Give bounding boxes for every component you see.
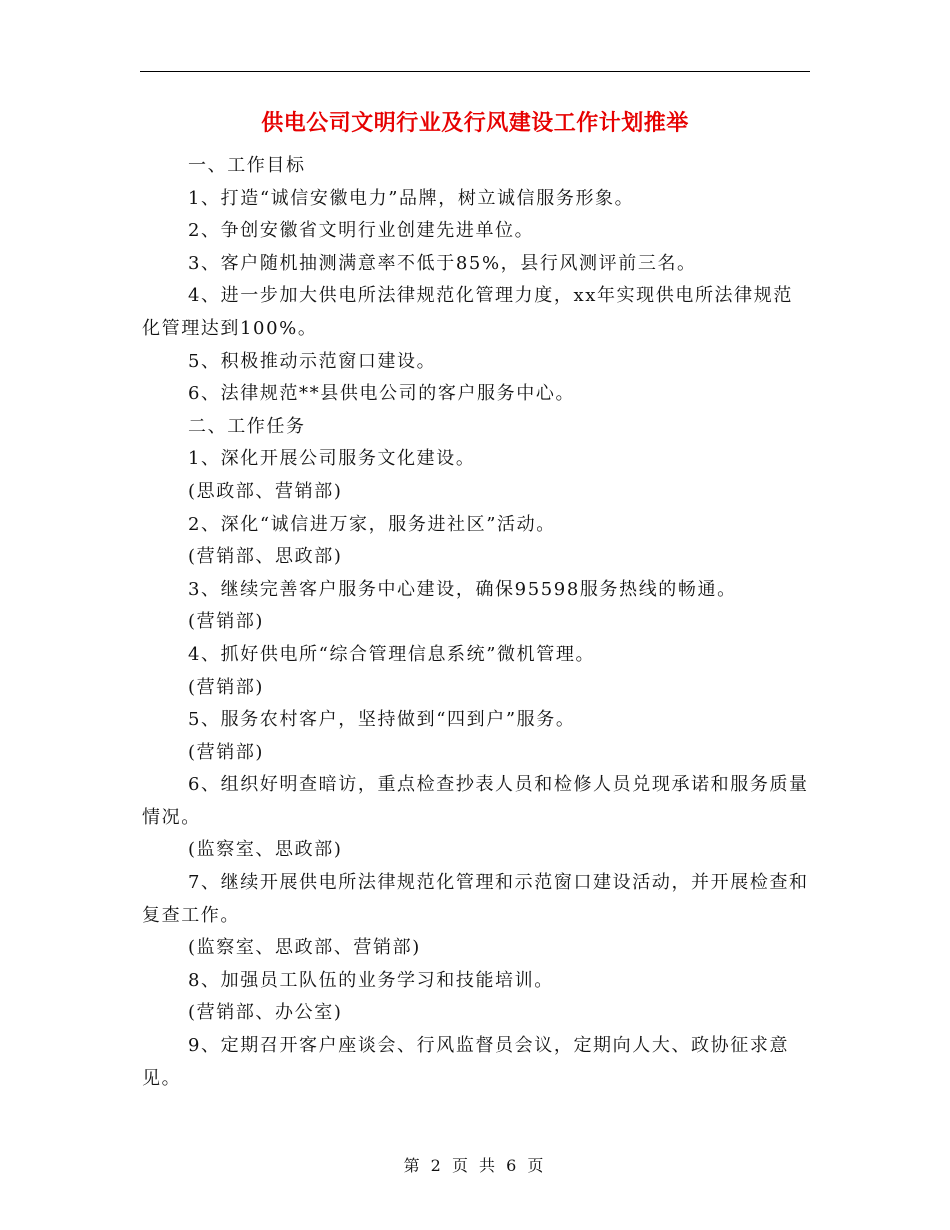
paragraph: 2、深化“诚信进万家，服务进社区”活动。 <box>188 513 556 535</box>
paragraph: (营销部、思政部) <box>188 546 343 568</box>
document-title: 供电公司文明行业及行风建设工作计划推举 <box>261 111 689 136</box>
paragraph: 4、抓好供电所“综合管理信息系统”微机管理。 <box>188 643 596 665</box>
paragraph: 6、法律规范**县供电公司的客户服务中心。 <box>188 383 576 405</box>
paragraph: (营销部) <box>188 741 265 763</box>
paragraph: 2、争创安徽省文明行业创建先进单位。 <box>188 220 535 242</box>
paragraph: 8、加强员工队伍的业务学习和技能培训。 <box>188 969 554 991</box>
paragraph: 6、组织好明查暗访，重点检查抄表人员和检修人员兑现承诺和服务质量情况。 <box>142 774 809 828</box>
paragraph: 7、继续开展供电所法律规范化管理和示范窗口建设活动，并开展检查和复查工作。 <box>142 872 809 926</box>
paragraph: (思政部、营销部) <box>188 480 343 502</box>
header-rule <box>140 71 810 72</box>
page-number: 第 2 页 共 6 页 <box>403 1156 547 1175</box>
paragraph: 二、工作任务 <box>188 415 306 437</box>
paragraph: 5、积极推动示范窗口建设。 <box>188 350 437 372</box>
paragraph: 3、继续完善客户服务中心建设，确保95598服务热线的畅通。 <box>188 578 737 600</box>
paragraph: (营销部、办公室) <box>188 1002 343 1024</box>
document-body <box>142 150 810 1095</box>
paragraph: (营销部) <box>188 611 265 633</box>
paragraph: 1、打造“诚信安徽电力”品牌，树立诚信服务形象。 <box>188 187 635 209</box>
paragraph: 1、深化开展公司服务文化建设。 <box>188 448 476 470</box>
paragraph: (监察室、思政部) <box>188 839 343 861</box>
paragraph: 9、定期召开客户座谈会、行风监督员会议，定期向人大、政协征求意见。 <box>142 1035 790 1089</box>
paragraph: (监察室、思政部、营销部) <box>188 937 421 959</box>
paragraph: 3、客户随机抽测满意率不低于85%，县行风测评前三名。 <box>188 252 697 274</box>
paragraph: 5、服务农村客户，坚持做到“四到户”服务。 <box>188 709 576 731</box>
paragraph: 4、进一步加大供电所法律规范化管理力度，xx年实现供电所法律规范化管理达到100%。 <box>142 285 793 339</box>
paragraph: (营销部) <box>188 676 265 698</box>
paragraph: 一、工作目标 <box>188 155 306 176</box>
